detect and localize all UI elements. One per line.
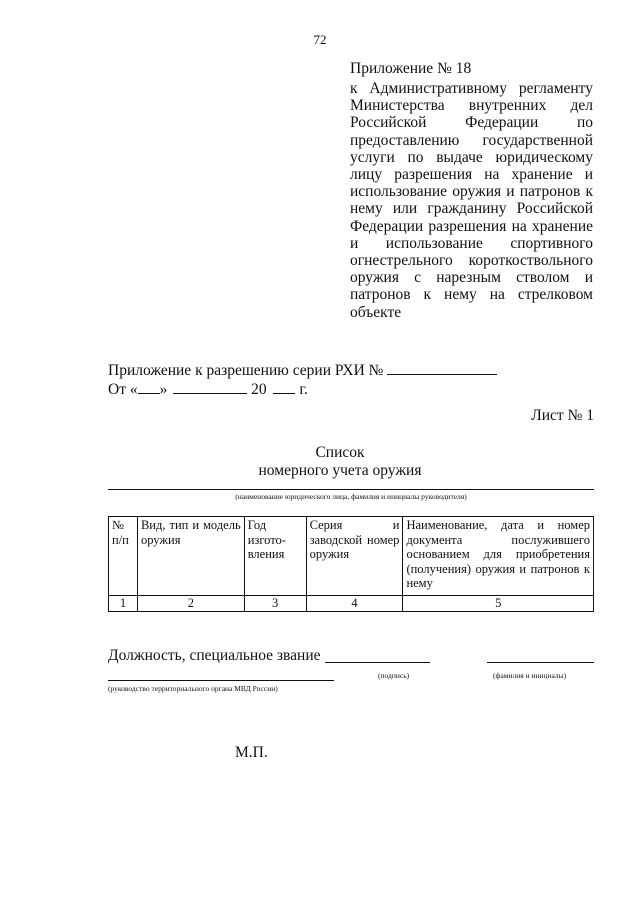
permit-date-quote: » [159,381,168,398]
position-rank-label: Должность, специальное звание [108,647,321,664]
signature-caption: (подпись) [378,671,410,680]
header-basis-document: Наименование, дата и номер документа послужившего основанием для приобретения (получения) оружия и патронов к нему [403,517,594,596]
appendix-title: Приложение № 18 [350,60,472,77]
page-number: 72 [313,32,327,47]
stamp-placeholder: М.П. [235,744,268,761]
column-number: 4 [306,596,403,612]
sheet-number: Лист № 1 [531,407,594,424]
list-subtitle: номерного учета оружия [258,462,422,479]
permit-series-label: Приложение к разрешению серии РХИ № [108,362,384,379]
permit-month-blank [173,379,247,394]
column-number: 2 [137,596,244,612]
weapons-ledger-table [108,516,594,612]
signature-line [325,662,430,663]
header-serial-number: Серия и заводской номер оружия [306,517,403,596]
name-line [487,662,594,663]
column-number: 5 [403,596,594,612]
permit-date-line [108,379,308,399]
list-title: Список [315,444,365,461]
organization-caption: (наименование юридического лица, фамилия и инициалы руководителя) [235,492,467,501]
permit-date-label: От « [108,381,138,398]
permit-year-blank [273,379,295,394]
permit-year-label: 20 [251,381,267,398]
department-line [108,680,334,681]
permit-series-line [108,360,497,380]
header-weapon-type: Вид, тип и модель оружия [137,517,244,596]
organization-name-line [108,489,594,490]
appendix-description: к Административному регламенту Министерства внутренних дел Российской Федерации по предоставлению государственной услуги по выдаче юридическому лицу разрешения на хранение и использование оружия и патронов к нему или гражданину Российской Федерации разрешения на хранение и использование спортивного огнестрельного короткоствольного оружия с нарезным стволом и патронов к нему на стрелковом объекте [350,80,593,321]
header-row-number: № п/п [109,517,138,596]
column-number: 3 [244,596,306,612]
column-number: 1 [109,596,138,612]
column-number-row [109,596,594,612]
department-caption: (руководство территориального органа МВД России) [108,684,278,693]
name-caption: (фамилия и инициалы) [493,671,567,680]
table-header-row [109,517,594,596]
permit-year-suffix: г. [299,381,308,398]
header-manufacture-year: Год изгото-вления [244,517,306,596]
permit-day-blank [138,379,160,394]
permit-series-blank [387,360,497,375]
